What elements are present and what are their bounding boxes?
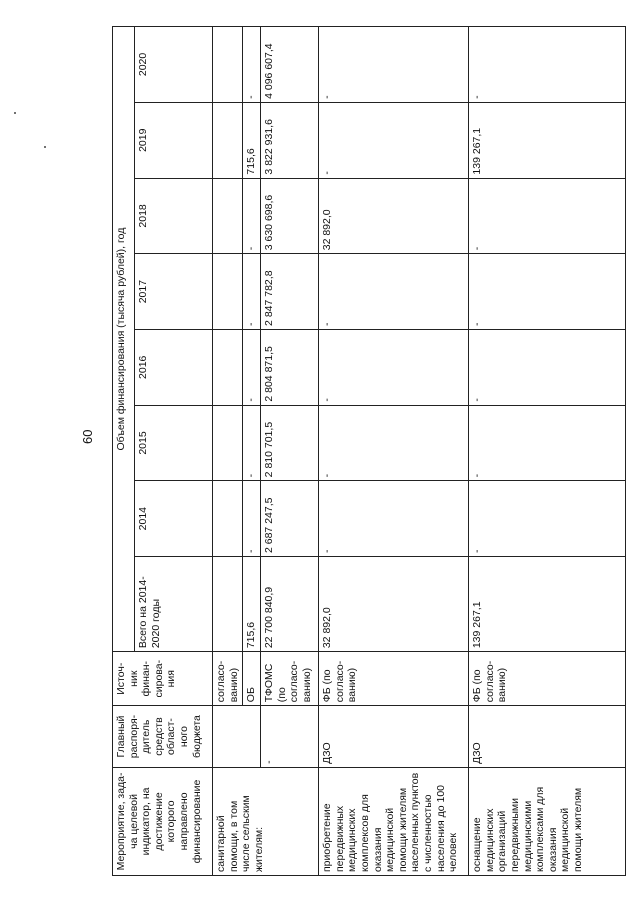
cell-value: 3 630 698,6: [261, 178, 319, 254]
cell-manager: ДЗО: [469, 706, 626, 768]
scan-speck: [14, 112, 16, 114]
cell-value: -: [469, 481, 626, 557]
cell-value: [213, 102, 243, 178]
cell-value: -: [319, 405, 469, 481]
cell-source: ФБ (по согласо-ванию): [469, 652, 626, 706]
financing-table: [112, 26, 626, 876]
cell-source: согласо-ванию): [213, 652, 243, 706]
cell-value: -: [469, 329, 626, 405]
table-row: [261, 27, 319, 876]
header-year: 2020: [135, 27, 213, 103]
page-number: 60: [80, 429, 95, 444]
scan-speck: [44, 146, 46, 148]
table-row: [469, 27, 626, 876]
cell-value: [213, 557, 243, 652]
cell-value: -: [319, 254, 469, 330]
cell-value: -: [319, 481, 469, 557]
cell-value: -: [243, 178, 261, 254]
cell-value: 22 700 840,9: [261, 557, 319, 652]
header-year: 2015: [135, 405, 213, 481]
cell-value: [213, 178, 243, 254]
header-year: 2017: [135, 254, 213, 330]
cell-measure: приобретение передвижных медицинских комплексов для оказания медицинской помощи жителям населенных пунктов с численностью населения до 100 человек: [319, 767, 469, 875]
table-row: [213, 27, 243, 876]
cell-measure: оснащение медицинских организаций передвижными медицинскими комплексами для оказания медицинской помощи жителям: [469, 767, 626, 875]
cell-value: -: [243, 254, 261, 330]
header-manager: Главный распоря-дитель средств област-ного бюджета: [113, 706, 213, 768]
header-year: 2018: [135, 178, 213, 254]
header-year: 2014: [135, 481, 213, 557]
cell-value: 715,6: [243, 557, 261, 652]
cell-value: 139 267,1: [469, 102, 626, 178]
cell-value: -: [319, 27, 469, 103]
cell-value: [213, 254, 243, 330]
cell-value: -: [469, 178, 626, 254]
cell-value: [213, 27, 243, 103]
rotated-table-wrapper: [112, 26, 612, 876]
cell-value: -: [469, 27, 626, 103]
cell-value: -: [243, 481, 261, 557]
cell-value: 4 096 607,4: [261, 27, 319, 103]
cell-value: 2 804 871,5: [261, 329, 319, 405]
cell-manager: -: [261, 706, 319, 768]
cell-value: 2 810 701,5: [261, 405, 319, 481]
header-total: Всего на 2014-2020 годы: [135, 557, 213, 652]
cell-value: 3 822 931,6: [261, 102, 319, 178]
cell-measure: санитарной помощи, в том числе сельским жителям:: [213, 767, 319, 875]
header-row-1: [113, 27, 135, 876]
cell-value: -: [243, 405, 261, 481]
table-row: [319, 27, 469, 876]
cell-value: -: [243, 329, 261, 405]
cell-manager: ДЗО: [319, 706, 469, 768]
cell-value: [213, 481, 243, 557]
cell-manager: [213, 706, 261, 768]
cell-value: 32 892,0: [319, 178, 469, 254]
header-measure: Мероприятие, зада-ча целевой индикатор, на достижение которого направлено финансирование: [113, 767, 213, 875]
cell-value: 32 892,0: [319, 557, 469, 652]
cell-source: ОБ: [243, 652, 261, 706]
cell-value: -: [243, 27, 261, 103]
cell-value: -: [319, 329, 469, 405]
cell-value: -: [469, 254, 626, 330]
cell-value: [213, 405, 243, 481]
cell-value: 2 687 247,5: [261, 481, 319, 557]
cell-source: ТФОМС (по согласо-ванию): [261, 652, 319, 706]
header-source: Источ-ник финан-сирова-ния: [113, 652, 213, 706]
header-volume: Объем финансирования (тысяча рублей), год: [113, 27, 135, 652]
cell-value: -: [319, 102, 469, 178]
cell-value: 715,6: [243, 102, 261, 178]
cell-value: 2 847 782,8: [261, 254, 319, 330]
cell-source: ФБ (по согласо-ванию): [319, 652, 469, 706]
header-year: 2019: [135, 102, 213, 178]
cell-value: [213, 329, 243, 405]
header-year: 2016: [135, 329, 213, 405]
cell-value: -: [469, 405, 626, 481]
cell-value: 139 267,1: [469, 557, 626, 652]
